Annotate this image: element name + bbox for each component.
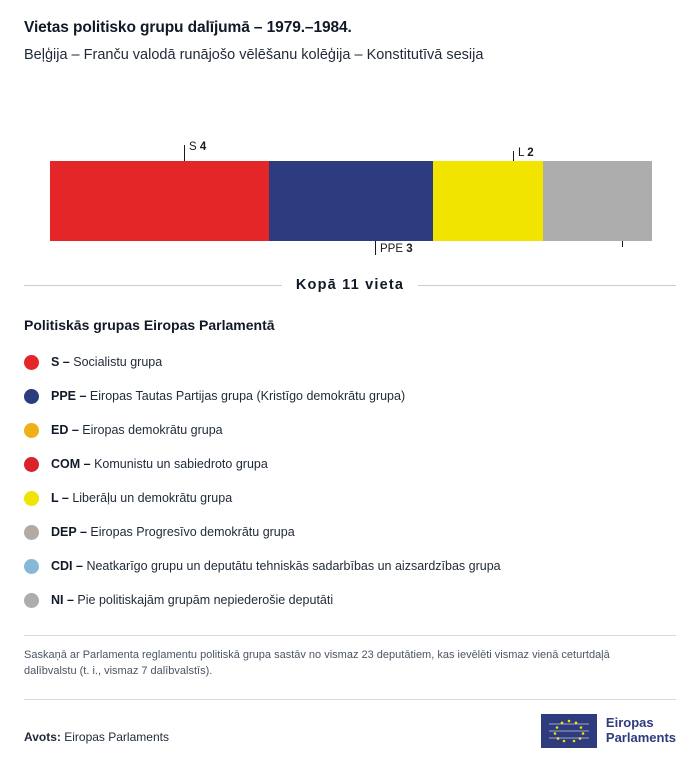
legend-abbr-l: L – bbox=[51, 491, 69, 505]
legend bbox=[24, 345, 676, 617]
legend-name-l: Liberāļu un demokrātu grupa bbox=[72, 491, 233, 505]
legend-color-dot-l bbox=[24, 491, 39, 506]
eu-flag-icon bbox=[541, 714, 597, 748]
legend-label-ed bbox=[51, 423, 223, 437]
eu-stars-icon bbox=[549, 718, 589, 744]
legend-name-s: Socialistu grupa bbox=[73, 355, 163, 369]
page-title: Vietas politisko grupu dalījumā – 1979.–1984. bbox=[24, 19, 352, 36]
legend-label-dep bbox=[51, 525, 295, 539]
footnote-text: Saskaņā ar Parlamenta reglamentu politiskā grupa sastāv no vismaz 23 deputātiem, kas ievēlēti vismaz vienā ceturtdaļā dalībvalstu (t. i., vismaz 7 dalībvalstīs). bbox=[24, 649, 610, 677]
legend-name-ed: Eiropas demokrātu grupa bbox=[82, 423, 223, 437]
legend-name-ppe: Eiropas Tautas Partijas grupa (Kristīgo demokrātu grupa) bbox=[89, 389, 406, 403]
legend-label-cdi bbox=[51, 559, 501, 573]
bar-label-l-abbr: L bbox=[518, 147, 524, 159]
bar-label-s-value: 4 bbox=[199, 141, 207, 153]
source-label: Avots: bbox=[24, 729, 61, 744]
legend-item-s[interactable] bbox=[24, 345, 676, 379]
legend-abbr-com: COM – bbox=[51, 457, 91, 471]
bar-label-s bbox=[189, 141, 206, 153]
total-seats-label: Kopā 11 vieta bbox=[282, 277, 418, 293]
legend-title: Politiskās grupas Eiropas Parlamentā bbox=[24, 317, 275, 333]
bar-segment-l[interactable] bbox=[433, 161, 543, 241]
bar-label-s-abbr: S bbox=[189, 141, 197, 153]
stacked-bar bbox=[50, 161, 652, 241]
bar-label-l-value: 2 bbox=[527, 147, 534, 159]
legend-item-l[interactable] bbox=[24, 481, 676, 515]
bar-label-ppe-abbr: PPE bbox=[380, 243, 404, 255]
total-seats bbox=[24, 273, 676, 297]
legend-item-cdi[interactable] bbox=[24, 549, 676, 583]
legend-name-ni: Pie politiskajām grupām nepiederošie deputāti bbox=[77, 593, 334, 607]
bar-segment-ppe[interactable] bbox=[269, 161, 433, 241]
legend-color-dot-com bbox=[24, 457, 39, 472]
legend-color-dot-s bbox=[24, 355, 39, 370]
logo-text bbox=[606, 716, 676, 746]
legend-item-ni[interactable] bbox=[24, 583, 676, 617]
bar-label-l bbox=[518, 147, 534, 159]
source-divider bbox=[24, 699, 676, 700]
legend-color-dot-ed bbox=[24, 423, 39, 438]
legend-abbr-ppe: PPE – bbox=[51, 389, 87, 403]
legend-label-ppe bbox=[51, 389, 405, 403]
logo-line-1: Eiropas bbox=[605, 714, 654, 730]
european-parliament-logo bbox=[541, 714, 676, 748]
legend-color-dot-ppe bbox=[24, 389, 39, 404]
legend-name-cdi: Neatkarīgo grupu un deputātu tehniskās sadarbības un aizsardzības grupa bbox=[86, 559, 501, 573]
legend-item-com[interactable] bbox=[24, 447, 676, 481]
legend-abbr-ni: NI – bbox=[51, 593, 74, 607]
legend-label-l bbox=[51, 491, 232, 505]
bar-label-ppe-value: 3 bbox=[406, 243, 413, 255]
legend-item-dep[interactable] bbox=[24, 515, 676, 549]
legend-label-ni bbox=[51, 593, 333, 607]
legend-color-dot-dep bbox=[24, 525, 39, 540]
legend-abbr-s: S – bbox=[51, 355, 70, 369]
page-subtitle: Beļģija – Franču valodā runājošo vēlēšanu kolēģija – Konstitutīvā sesija bbox=[24, 47, 484, 63]
legend-abbr-cdi: CDI – bbox=[51, 559, 83, 573]
source-text bbox=[24, 730, 169, 748]
bar-label-ppe bbox=[380, 243, 413, 255]
legend-color-dot-cdi bbox=[24, 559, 39, 574]
legend-label-com bbox=[51, 457, 268, 471]
legend-abbr-dep: DEP – bbox=[51, 525, 87, 539]
legend-abbr-ed: ED – bbox=[51, 423, 79, 437]
legend-name-dep: Eiropas Progresīvo demokrātu grupa bbox=[90, 525, 295, 539]
bar-segment-ni[interactable] bbox=[543, 161, 652, 241]
source-value: Eiropas Parlaments bbox=[64, 729, 169, 744]
source-row bbox=[24, 714, 676, 748]
seats-bar-chart bbox=[24, 121, 676, 255]
bar-segment-s[interactable] bbox=[50, 161, 269, 241]
legend-item-ed[interactable] bbox=[24, 413, 676, 447]
legend-name-com: Komunistu un sabiedroto grupa bbox=[94, 457, 268, 471]
legend-color-dot-ni bbox=[24, 593, 39, 608]
footnote-divider bbox=[24, 635, 676, 636]
legend-label-s bbox=[51, 355, 162, 369]
logo-line-2: Parlaments bbox=[605, 729, 676, 745]
legend-item-ppe[interactable] bbox=[24, 379, 676, 413]
